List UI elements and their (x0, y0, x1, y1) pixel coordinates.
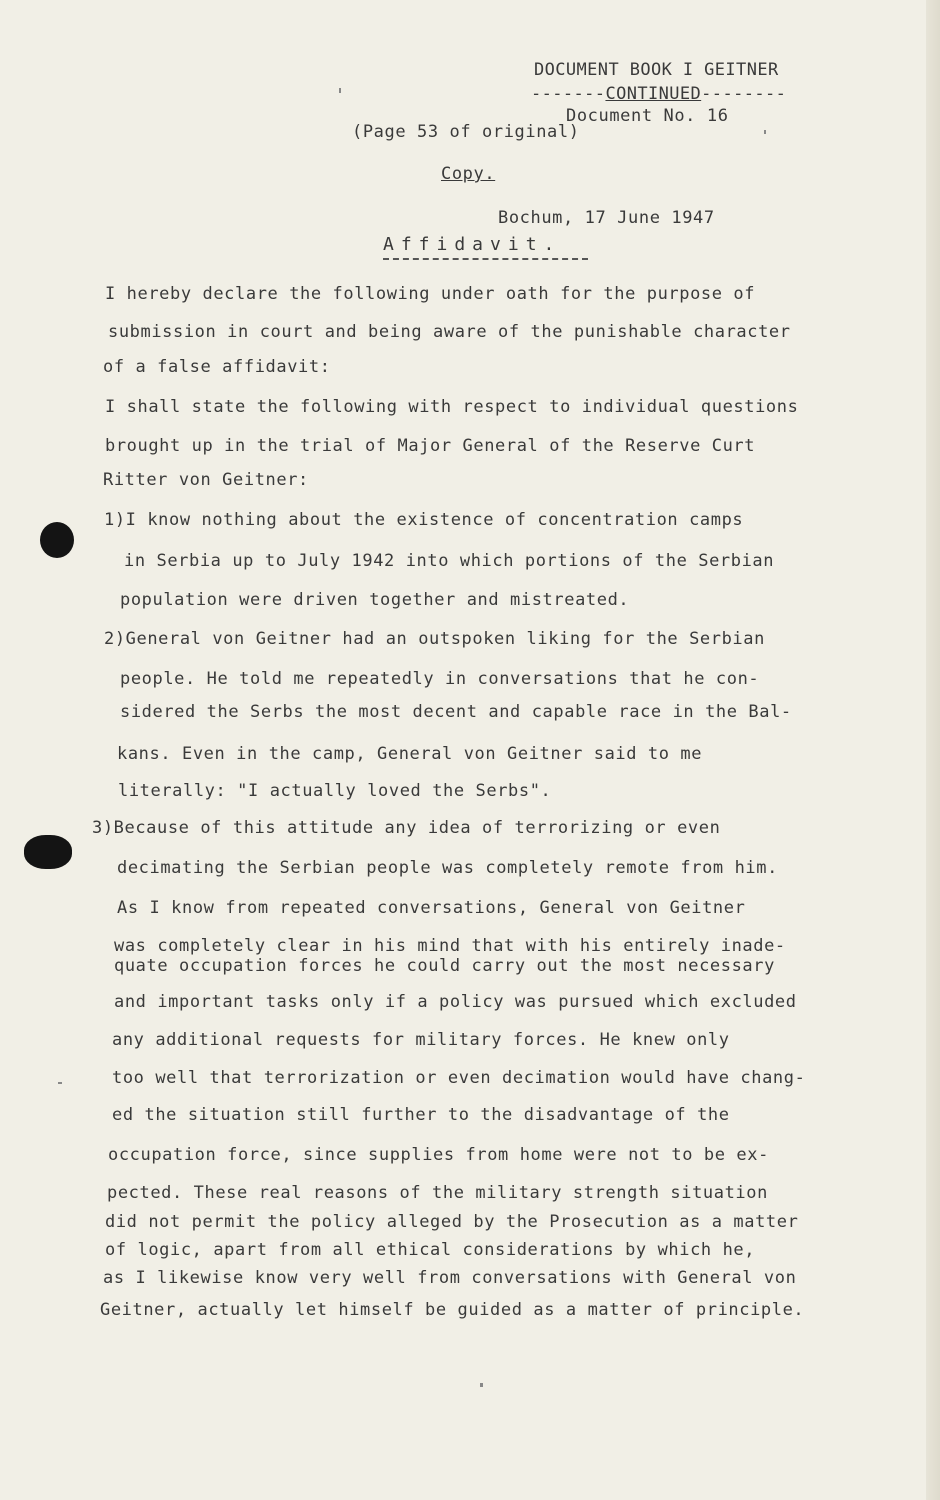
header-document-number: Document No. 16 (566, 106, 729, 126)
body-line: kans. Even in the camp, General von Geitner said to me (117, 744, 703, 764)
document-title: Affidavit. (383, 234, 562, 255)
body-line: 1)I know nothing about the existence of concentration camps (104, 510, 744, 530)
body-line: brought up in the trial of Major General of the Reserve Curt (105, 436, 756, 456)
stray-mark (339, 88, 341, 93)
body-line: pected. These real reasons of the military strength situation (107, 1183, 768, 1203)
page-reference: (Page 53 of original) (352, 122, 580, 142)
body-line: 2)General von Geitner had an outspoken liking for the Serbian (104, 629, 765, 649)
body-line: of logic, apart from all ethical considerations by which he, (105, 1240, 756, 1260)
body-line: any additional requests for military forces. He knew only (112, 1030, 730, 1050)
body-line: I hereby declare the following under oath for the purpose of (105, 284, 756, 304)
body-line: population were driven together and mistreated. (120, 590, 630, 610)
body-line: quate occupation forces he could carry out the most necessary (114, 956, 775, 976)
header-document-book: DOCUMENT BOOK I GEITNER (534, 60, 779, 80)
body-line: decimating the Serbian people was completely remote from him. (117, 858, 778, 878)
body-line: literally: "I actually loved the Serbs". (118, 781, 552, 801)
body-line: in Serbia up to July 1942 into which portions of the Serbian (124, 551, 775, 571)
body-line: 3)Because of this attitude any idea of terrorizing or even (92, 818, 721, 838)
title-underline (383, 258, 588, 260)
body-line: submission in court and being aware of the punishable character (108, 322, 791, 342)
date-line: Bochum, 17 June 1947 (498, 208, 715, 228)
header-continued: -------CONTINUED-------- (531, 84, 787, 104)
stray-mark (480, 1383, 483, 1387)
body-line: sidered the Serbs the most decent and capable race in the Bal- (120, 702, 792, 722)
body-line: occupation force, since supplies from home were not to be ex- (108, 1145, 769, 1165)
body-line: Geitner, actually let himself be guided as a matter of principle. (100, 1300, 805, 1320)
copy-label: Copy. (441, 164, 496, 184)
punch-hole-bottom (24, 835, 72, 869)
body-line: people. He told me repeatedly in conversations that he con- (120, 669, 760, 689)
stray-mark (764, 130, 766, 134)
body-line: was completely clear in his mind that with his entirely inade- (114, 936, 786, 956)
body-line: too well that terrorization or even decimation would have chang- (112, 1068, 806, 1088)
body-line: and important tasks only if a policy was pursued which excluded (114, 992, 797, 1012)
punch-hole-top (40, 522, 74, 558)
body-line: ed the situation still further to the disadvantage of the (112, 1105, 730, 1125)
body-line: did not permit the policy alleged by the Prosecution as a matter (105, 1212, 799, 1232)
body-line: as I likewise know very well from conversations with General von (103, 1268, 797, 1288)
page-edge (926, 0, 940, 1500)
body-line: I shall state the following with respect to individual questions (105, 397, 799, 417)
body-line: As I know from repeated conversations, General von Geitner (117, 898, 746, 918)
body-line: Ritter von Geitner: (103, 470, 309, 490)
body-line: of a false affidavit: (103, 357, 331, 377)
stray-mark (58, 1082, 62, 1084)
